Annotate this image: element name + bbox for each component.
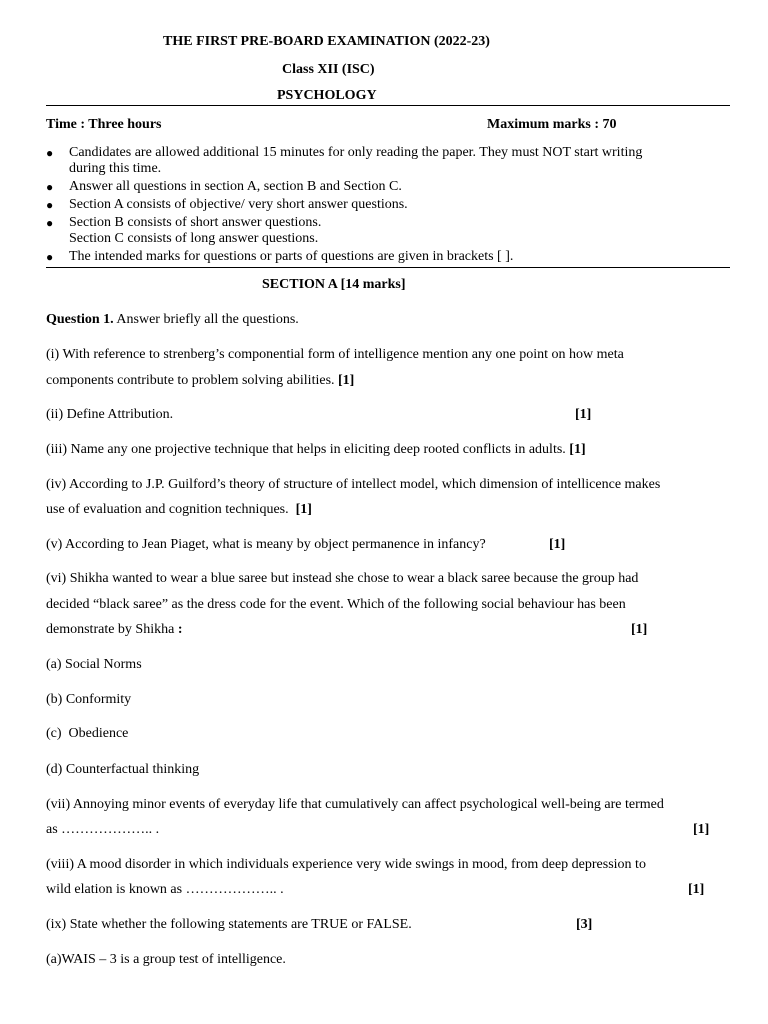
instruction-item: Section A consists of objective/ very short answer questions. bbox=[69, 197, 408, 212]
question-iii bbox=[46, 442, 586, 458]
question-vi-marks: [1] bbox=[631, 622, 648, 637]
question-iv-line2 bbox=[46, 502, 312, 518]
question-vii-marks: [1] bbox=[693, 822, 710, 837]
instruction-item: Candidates are allowed additional 15 minutes for only reading the paper. They must NOT start writing bbox=[69, 145, 643, 160]
question-vi-colon: : bbox=[174, 622, 183, 637]
time-label: Time : Three hours bbox=[46, 117, 162, 132]
question-iii-marks: [1] bbox=[569, 442, 586, 457]
exam-title: THE FIRST PRE-BOARD EXAMINATION (2022-23) bbox=[163, 34, 490, 49]
question-1-heading bbox=[46, 312, 299, 328]
question-v-marks: [1] bbox=[549, 537, 566, 552]
question-ix: (ix) State whether the following statements are TRUE or FALSE. bbox=[46, 917, 412, 932]
bullet-icon: ● bbox=[46, 180, 54, 194]
question-vi-line2: decided “black saree” as the dress code for the event. Which of the following social behaviour has been bbox=[46, 597, 626, 612]
question-v: (v) According to Jean Piaget, what is meany by object permanence in infancy? bbox=[46, 537, 486, 552]
question-i-line2 bbox=[46, 373, 354, 389]
option-d: (d) Counterfactual thinking bbox=[46, 762, 200, 777]
question-i-line1: (i) With reference to strenberg’s componential form of intelligence mention any one point on how meta bbox=[46, 347, 624, 362]
question-viii-marks: [1] bbox=[688, 882, 705, 897]
subject-title: PSYCHOLOGY bbox=[277, 88, 377, 103]
question-1-label: Question 1. bbox=[46, 312, 114, 327]
instruction-item: The intended marks for questions or parts of questions are given in brackets [ ]. bbox=[69, 249, 514, 264]
question-i-text: components contribute to problem solving abilities. bbox=[46, 373, 335, 388]
bullet-icon: ● bbox=[46, 250, 54, 264]
header-divider bbox=[46, 105, 730, 106]
max-marks-label: Maximum marks : 70 bbox=[487, 117, 617, 132]
bullet-icon: ● bbox=[46, 146, 54, 160]
bullet-icon: ● bbox=[46, 198, 54, 212]
question-vii-line2: as ……………….. . bbox=[46, 822, 160, 837]
question-viii-line1: (viii) A mood disorder in which individuals experience very wide swings in mood, from deep depression to bbox=[46, 857, 646, 872]
question-iii-text: (iii) Name any one projective technique that helps in eliciting deep rooted conflicts in adults. bbox=[46, 442, 566, 457]
option-a: (a) Social Norms bbox=[46, 657, 142, 672]
question-ii-marks: [1] bbox=[575, 407, 592, 422]
class-label: Class XII (ISC) bbox=[282, 62, 375, 77]
question-ix-marks: [3] bbox=[576, 917, 593, 932]
question-ii: (ii) Define Attribution. bbox=[46, 407, 174, 422]
question-i-marks: [1] bbox=[338, 373, 355, 388]
question-vi-line1: (vi) Shikha wanted to wear a blue saree but instead she chose to wear a black saree because the group had bbox=[46, 571, 639, 586]
instructions-divider bbox=[46, 267, 730, 268]
question-vii-line1: (vii) Annoying minor events of everyday life that cumulatively can affect psychological well-being are termed bbox=[46, 797, 664, 812]
section-a-title: SECTION A [14 marks] bbox=[262, 277, 406, 292]
question-iv-marks: [1] bbox=[295, 502, 312, 517]
question-vi-line3 bbox=[46, 622, 182, 638]
question-iv-line1: (iv) According to J.P. Guilford’s theory of structure of intellect model, which dimension of intellicence makes bbox=[46, 477, 661, 492]
bullet-icon: ● bbox=[46, 216, 54, 230]
question-1-text: Answer briefly all the questions. bbox=[113, 312, 299, 327]
instruction-item-cont: during this time. bbox=[69, 161, 162, 176]
instruction-item-cont: Section C consists of long answer questions. bbox=[69, 231, 319, 246]
instruction-item: Section B consists of short answer questions. bbox=[69, 215, 322, 230]
question-vi-text: demonstrate by Shikha bbox=[46, 622, 175, 637]
question-ix-a: (a)WAIS – 3 is a group test of intelligence. bbox=[46, 952, 286, 967]
option-b: (b) Conformity bbox=[46, 692, 132, 707]
option-c: (c) Obedience bbox=[46, 726, 129, 741]
question-viii-line2: wild elation is known as ……………….. . bbox=[46, 882, 284, 897]
question-iv-text: use of evaluation and cognition techniques. bbox=[46, 502, 289, 517]
instruction-item: Answer all questions in section A, section B and Section C. bbox=[69, 179, 402, 194]
